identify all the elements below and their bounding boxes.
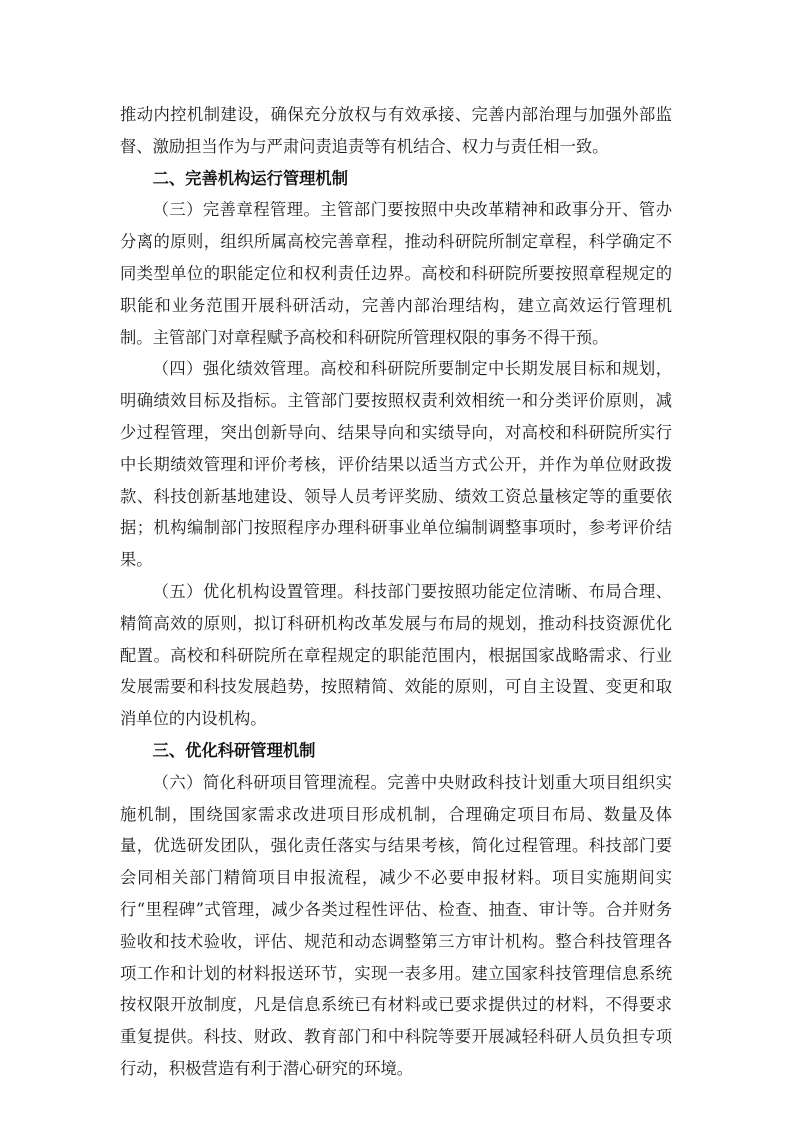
paragraph-performance-management: （四）强化绩效管理。高校和科研院所要制定中长期发展目标和规划，明确绩效目标及指标。主管部门要按照权责利效相统一和分类评价原则，减少过程管理，突出创新导向、结果导向和实绩导向，对高校和科研院所实行中长期绩效管理和评价考核，评价结果以适当方式公开，并作为单位财政拨款、科技创新基地建设、领导人员考评奖励、绩效工资总量核定等的重要依据；机构编制部门按照程序办理科研事业单位编制调整事项时，参考评价结果。 [120, 359, 672, 570]
paragraph-continuation: 推动内控机制建设，确保充分放权与有效承接、完善内部治理与加强外部监督、激励担当作为与严肃问责追责等有机结合、权力与责任相一致。 [120, 105, 672, 156]
document-body [120, 99, 672, 1085]
paragraph-charter-management: （三）完善章程管理。主管部门要按照中央改革精神和政事分开、管办分离的原则，组织所属高校完善章程，推动科研院所制定章程，科学确定不同类型单位的职能定位和权利责任边界。高校和科研院所要按照章程规定的职能和业务范围开展科研活动，完善内部治理结构，建立高效运行管理机制。主管部门对章程赋予高校和科研院所管理权限的事务不得干预。 [120, 200, 672, 347]
section-heading-3: 三、优化科研管理机制 [152, 740, 316, 760]
paragraph-project-process: （六）简化科研项目管理流程。完善中央财政科技计划重大项目组织实施机制，围绕国家需求改进项目形成机制，合理确定项目布局、数量及体量，优选研发团队，强化责任落实与结果考核，简化过程管理。科技部门要会同相关部门精简项目申报流程，减少不必要申报材料。项目实施期间实行“里程碑”式管理，减少各类过程性评估、检查、抽查、审计等。合并财务验收和技术验收，评估、规范和动态调整第三方审计机构。整合科技管理各项工作和计划的材料报送环节，实现一表多用。建立国家科技管理信息系统按权限开放制度，凡是信息系统已有材料或已要求提供过的材料，不得要求重复提供。科技、财政、教育部门和中科院等要开展减轻科研人员负担专项行动，积极营造有利于潜心研究的环境。 [120, 772, 672, 1078]
section-heading-2: 二、完善机构运行管理机制 [152, 168, 348, 188]
paragraph-institution-setup: （五）优化机构设置管理。科技部门要按照功能定位清晰、布局合理、精简高效的原则，拟订科研机构改革发展与布局的规划，推动科技资源优化配置。高校和科研院所在章程规定的职能范围内，根据国家战略需求、行业发展需要和科技发展趋势，按照精简、效能的原则，可自主设置、变更和取消单位的内设机构。 [120, 581, 672, 729]
